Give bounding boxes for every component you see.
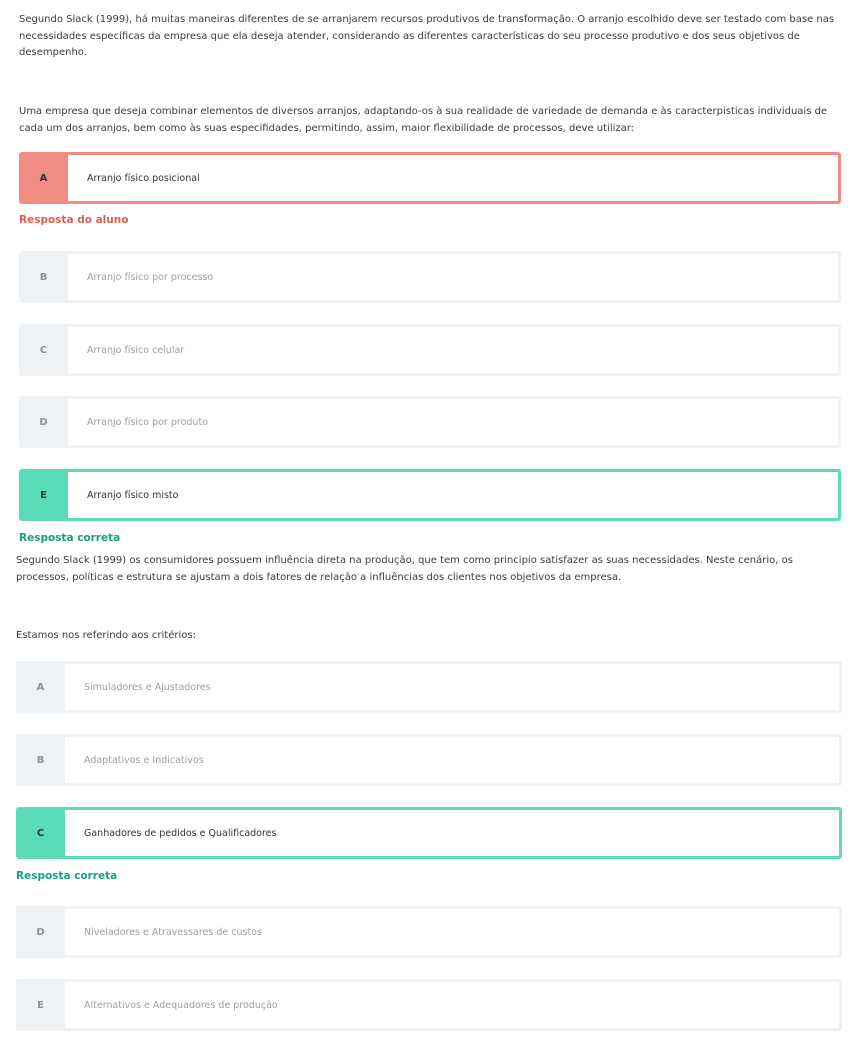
q2-intro: Segundo Slack (1999) os consumidores possuem influência direta na produção, que tem como principio satisfazer as suas necessidades. Neste cenário, os processos, políticas e estrutura se ajustam a dois fatores de relação a influências dos clientes nos objetivos da empresa. <box>16 555 793 583</box>
option-text: Simuladores e Ajustadores <box>65 664 839 710</box>
option-letter: B <box>39 271 48 283</box>
option-letter: C <box>36 827 45 839</box>
q1-option-a[interactable] <box>19 152 841 204</box>
q2-option-a[interactable] <box>16 661 842 713</box>
option-text: Niveladores e Atravessares de custos <box>65 909 839 955</box>
option-text: Arranjo físico celular <box>68 327 838 373</box>
q1-option-e[interactable] <box>19 469 841 521</box>
q1-option-b[interactable] <box>19 251 841 303</box>
option-letter: A <box>39 172 48 184</box>
q2-option-e[interactable] <box>16 979 842 1031</box>
option-letter: C <box>39 344 48 356</box>
q2-option-d[interactable] <box>16 906 842 958</box>
q2-option-b[interactable] <box>16 734 842 786</box>
q2-option-c[interactable] <box>16 807 842 859</box>
option-text: Arranjo físico posicional <box>68 155 838 201</box>
q1-option-d[interactable] <box>19 396 841 448</box>
q1-option-c[interactable] <box>19 324 841 376</box>
option-text: Adaptativos e Indicativos <box>65 737 839 783</box>
option-text: Arranjo físico por produto <box>68 399 838 445</box>
student-answer-label: Resposta do aluno <box>19 214 129 226</box>
q2-question: Estamos nos referindo aos critérios: <box>16 630 196 641</box>
option-letter: E <box>37 999 44 1011</box>
option-letter: D <box>39 416 48 428</box>
correct-answer-label: Resposta correta <box>19 532 121 544</box>
option-letter: A <box>36 681 45 693</box>
option-letter: E <box>40 489 47 501</box>
option-letter: B <box>36 754 45 766</box>
q1-intro: Segundo Slack (1999), há muitas maneiras diferentes de se arranjarem recursos produtivos de transformação. O arranjo escolhido deve ser testado com base nas necessidades específicas da empresa que ela deseja atender, considerando as diferentes características do seu processo produtivo e dos seus objetivos de desempenho. <box>19 14 835 58</box>
option-letter: D <box>36 926 45 938</box>
correct-answer-label: Resposta correta <box>16 870 118 882</box>
option-text: Arranjo físico por processo <box>68 254 838 300</box>
option-text: Arranjo físico misto <box>68 472 838 518</box>
option-text: Ganhadores de pedidos e Qualificadores <box>65 810 839 856</box>
option-text: Alternativos e Adequadores de produção <box>65 982 839 1028</box>
q1-question: Uma empresa que deseja combinar elementos de diversos arranjos, adaptando-os à sua realidade de variedade de demanda e às caracterpisticas individuais de cada um dos arranjos, bem como às suas especifidades, permitindo, assim, maior flexibilidade de processos, deve utilizar: <box>19 106 828 134</box>
